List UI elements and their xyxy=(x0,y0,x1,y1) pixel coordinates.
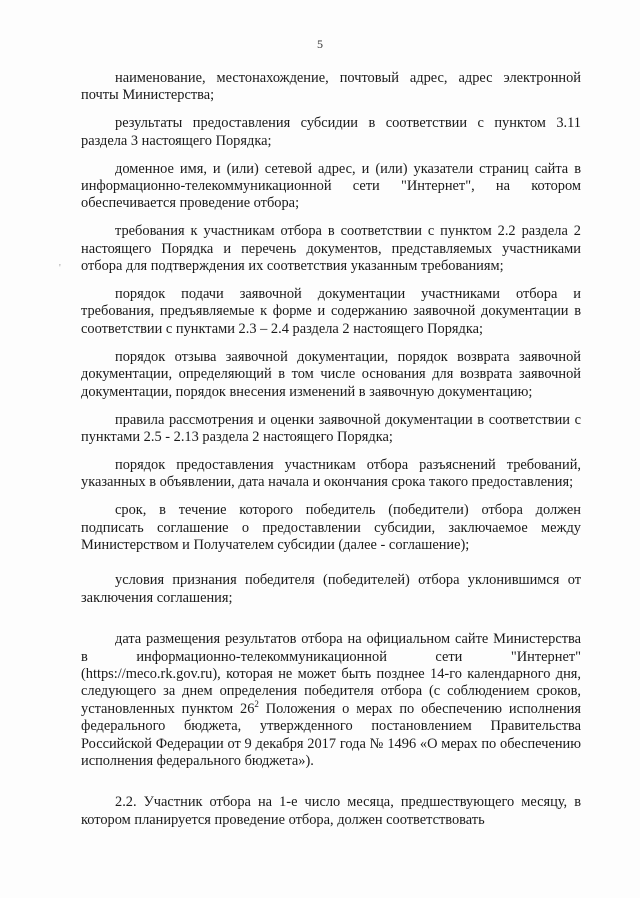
paragraph-evaluation-rules: правила рассмотрения и оценки заявочной документации в соответствии с пунктами 2.5 - 2.13 раздела 2 настоящего Порядка; xyxy=(81,411,581,445)
paragraph-subsidy-results: результаты предоставления субсидии в соответствии с пунктом 3.11 раздела 3 настоящего Порядка; xyxy=(81,115,581,149)
results-publication-text-start: дата размещения результатов отбора на официальном сайте Министерства в информационно-телекоммуникационной сети "Интернет" (https://meco.rk.gov.ru), которая не может быть позднее 14-го календарного дня, следующего за днем определения победителя отбора (с соблюдением сроков, установленных пунктом 26 xyxy=(81,631,581,717)
page-number: 5 xyxy=(317,37,323,51)
paragraph-submission-procedure: порядок подачи заявочной документации участниками отбора и требования, предъявляемые к форме и содержанию заявочной документации в соответствии с пунктами 2.3 – 2.4 раздела 2 настоящего Порядка; xyxy=(81,286,581,337)
superscript-number: 2 xyxy=(254,698,259,709)
paragraph-evasion-conditions: условия признания победителя (победителей) отбора уклонившимся от заключения соглашения; xyxy=(81,572,581,606)
document-body xyxy=(81,70,581,840)
paragraph-clarifications: порядок предоставления участникам отбора разъяснений требований, указанных в объявлении, дата начала и окончания срока такого предоставления; xyxy=(81,456,581,491)
paragraph-section-2-2: 2.2. Участник отбора на 1-е число месяца, предшествующего месяцу, в котором планируется проведение отбора, должен соответствовать xyxy=(81,794,581,828)
scan-mark: ' xyxy=(59,263,61,274)
paragraph-participant-requirements: требования к участникам отбора в соответствии с пунктом 2.2 раздела 2 настоящего Порядка и перечень документов, представляемых участниками отбора для подтверждения их соответствия указанным требованиям; xyxy=(81,223,581,275)
paragraph-withdrawal-procedure: порядок отзыва заявочной документации, порядок возврата заявочной документации, определяющий в том числе основания для возврата заявочной документации, порядок внесения изменений в заявочную документацию; xyxy=(81,348,581,400)
paragraph-domain-name: доменное имя, и (или) сетевой адрес, и (или) указатели страниц сайта в информационно-телекоммуникационной сети "Интернет", на котором обеспечивается проведение отбора; xyxy=(81,160,581,212)
paragraph-signing-deadline: срок, в течение которого победитель (победители) отбора должен подписать соглашение о предоставлении субсидии, заключаемое между Министерством и Получателем субсидии (далее - соглашение); xyxy=(81,502,581,553)
results-publication-text-end: Положения о мерах по обеспечению исполнения федерального бюджета, утвержденного постановлением Правительства Российской Федерации от 9 декабря 2017 года № 1496 «О мерах по обеспечению исполнения федерального бюджета»). xyxy=(81,700,581,769)
paragraph-ministry-address: наименование, местонахождение, почтовый адрес, адрес электронной почты Министерства; xyxy=(81,70,581,104)
paragraph-results-publication xyxy=(81,631,581,770)
